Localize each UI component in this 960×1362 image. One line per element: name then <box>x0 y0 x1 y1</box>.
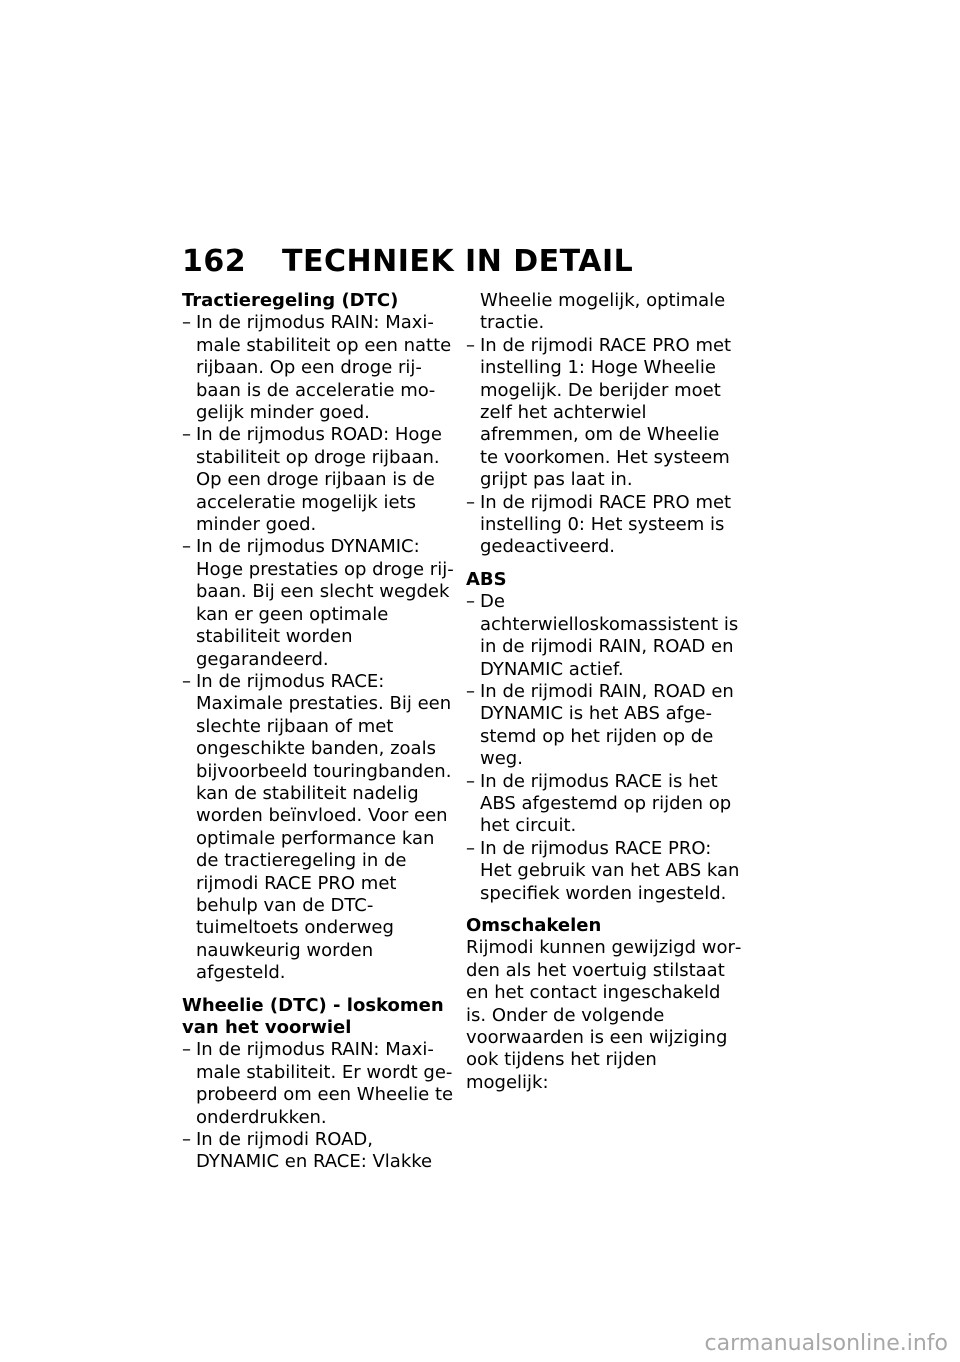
page-number: 162 <box>182 244 247 279</box>
list-item: – De achterwielloskomassistent is in de rijmodi RAIN, ROAD en DYNAMIC actief. <box>466 591 742 681</box>
list-item-continuation: Wheelie mogelijk, optimale tractie. <box>480 290 726 334</box>
section-heading-abs: ABS <box>466 568 507 590</box>
section-heading-tractieregeling: Tractieregeling (DTC) <box>182 290 399 311</box>
page-title: TECHNIEK IN DETAIL <box>282 244 634 279</box>
watermark: carmanualsonline.info <box>704 1331 948 1356</box>
list-item: – In de rijmodus RACE PRO: Het gebruik van het ABS kan specifiek worden ingesteld. <box>466 838 742 905</box>
wheelie-list-continued <box>466 335 742 559</box>
omschakelen-paragraph: Rijmodi kunnen gewijzigd worden als het voertuig stilstaat en het contact ingeschakeld is. Onder de volgende voorwaarden is een wijziging ook tijdens het rijden mogelijk: <box>466 937 742 1093</box>
right-column <box>466 290 742 1094</box>
list-item: – In de rijmodus DYNAMIC: Hoge prestaties op droge rijbaan. Bij een slecht wegdek kan er geen optimale stabiliteit worden gegarandeerd. <box>182 536 454 670</box>
tractieregeling-list <box>182 312 454 984</box>
list-item: – In de rijmodi RACE PRO met instelling 0: Het systeem is gedeactiveerd. <box>466 492 742 559</box>
left-column <box>182 290 454 1174</box>
section-heading-omschakelen: Omschakelen <box>466 914 602 936</box>
list-item: – In de rijmodi RAIN, ROAD en DYNAMIC is het ABS afgestemd op het rijden op de weg. <box>466 681 742 771</box>
list-item: – In de rijmodi RACE PRO met instelling 1: Hoge Wheelie mogelijk. De berijder moet zelf het achterwiel afremmen, om de Wheelie te voorkomen. Het systeem grijpt pas laat in. <box>466 335 742 492</box>
list-item: – In de rijmodus ROAD: Hoge stabiliteit op droge rijbaan. Op een droge rijbaan is de acceleratie mogelijk iets minder goed. <box>182 424 454 536</box>
list-item: – In de rijmodus RACE: Maximale prestaties. Bij een slechte rijbaan of met ongeschikte banden, zoals bijvoorbeeld touringbanden. kan de stabiliteit nadelig worden beïnvloed. Voor een optimale performance kan de tractieregeling in de rijmodi RACE PRO met behulp van de DTC-tuimeltoets onderweg nauwkeurig worden afgesteld. <box>182 671 454 985</box>
list-item: – In de rijmodus RACE is het ABS afgestemd op rijden op het circuit. <box>466 771 742 838</box>
list-item: – In de rijmodus RAIN: Maximale stabiliteit. Er wordt geprobeerd om een Wheelie te onderdrukken. <box>182 1039 454 1129</box>
page-header <box>182 244 633 279</box>
wheelie-list <box>182 1039 454 1173</box>
abs-list <box>466 591 742 905</box>
list-item: – In de rijmodus RAIN: Maximale stabiliteit op een natte rijbaan. Op een droge rijbaan is de acceleratie mogelijk minder goed. <box>182 312 454 424</box>
section-heading-wheelie: Wheelie (DTC) - loskomen van het voorwiel <box>182 994 444 1038</box>
list-item: – In de rijmodi ROAD, DYNAMIC en RACE: Vlakke <box>182 1129 454 1174</box>
